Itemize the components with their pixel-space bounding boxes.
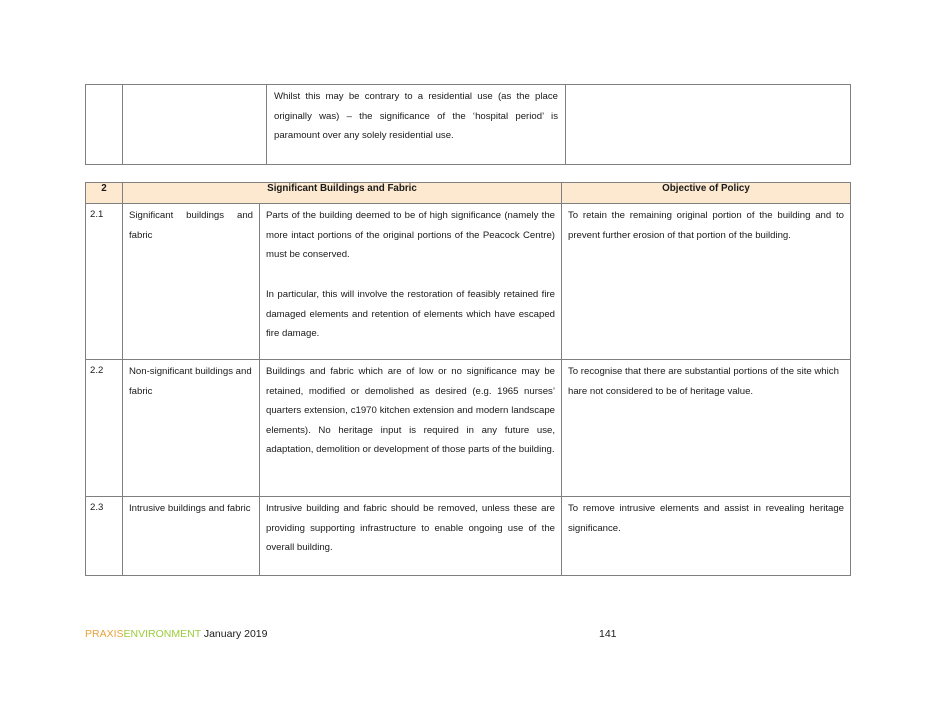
empty-cell bbox=[566, 85, 851, 165]
empty-cell bbox=[86, 85, 123, 165]
table-row bbox=[86, 204, 851, 360]
footer-brand bbox=[85, 628, 267, 640]
objective-text: To retain the remaining original portion of the building and to prevent further erosion of that portion of the building. bbox=[568, 210, 844, 241]
continuation-text: Whilst this may be contrary to a residential use (as the place originally was) – the significance of the ‘hospital period’ is paramount over any solely residential use. bbox=[274, 91, 558, 141]
brand-name-part2: ENVIRONMENT bbox=[123, 628, 201, 640]
row-label: Non-significant buildings and fabric bbox=[129, 366, 252, 397]
objective-cell bbox=[562, 497, 851, 576]
row-number: 2.1 bbox=[86, 204, 123, 360]
row-label: Significant buildings and fabric bbox=[129, 210, 253, 241]
row-label-cell bbox=[123, 360, 260, 497]
policy-text: Buildings and fabric which are of low or no significance may be retained, modified or demolished as desired (e.g. 1965 nurses’ quarters extension, c1970 kitchen extension and modern landscape elements). No heritage input is required in any future use, adaptation, demolition or development of those parts of the building. bbox=[266, 366, 555, 455]
row-number: 2.2 bbox=[86, 360, 123, 497]
policy-cell bbox=[260, 360, 562, 497]
objective-text: To remove intrusive elements and assist in revealing heritage significance. bbox=[568, 503, 844, 534]
policy-text: Parts of the building deemed to be of high significance (namely the more intact portions of the original portions of the Peacock Centre) must be conserved. bbox=[266, 210, 555, 260]
row-label-cell bbox=[123, 497, 260, 576]
policy-cell bbox=[260, 204, 562, 360]
section-number: 2 bbox=[86, 183, 123, 204]
objective-cell bbox=[562, 360, 851, 497]
policy-text-2: In particular, this will involve the restoration of feasibly retained fire damaged elements and retention of elements which have escaped fire damage. bbox=[266, 289, 555, 339]
objective-header: Objective of Policy bbox=[562, 183, 851, 204]
objective-text: To recognise that there are substantial portions of the site which hare not considered to be of heritage value. bbox=[568, 366, 839, 397]
row-number: 2.3 bbox=[86, 497, 123, 576]
row-label: Intrusive buildings and fabric bbox=[129, 503, 251, 514]
continuation-cell bbox=[267, 85, 566, 165]
policy-table bbox=[85, 182, 851, 576]
table-row bbox=[86, 85, 851, 165]
policy-cell bbox=[260, 497, 562, 576]
empty-cell bbox=[123, 85, 267, 165]
footer-date: January 2019 bbox=[203, 628, 268, 640]
continuation-table bbox=[85, 84, 851, 165]
table-row bbox=[86, 497, 851, 576]
row-label-cell bbox=[123, 204, 260, 360]
brand-name-part1: PRAXIS bbox=[85, 628, 124, 640]
section-title: Significant Buildings and Fabric bbox=[123, 183, 562, 204]
policy-text: Intrusive building and fabric should be removed, unless these are providing supporting infrastructure to enable ongoing use of the overall building. bbox=[266, 503, 555, 553]
page-number: 141 bbox=[599, 628, 617, 640]
table-row bbox=[86, 360, 851, 497]
objective-cell bbox=[562, 204, 851, 360]
table-header-row bbox=[86, 183, 851, 204]
